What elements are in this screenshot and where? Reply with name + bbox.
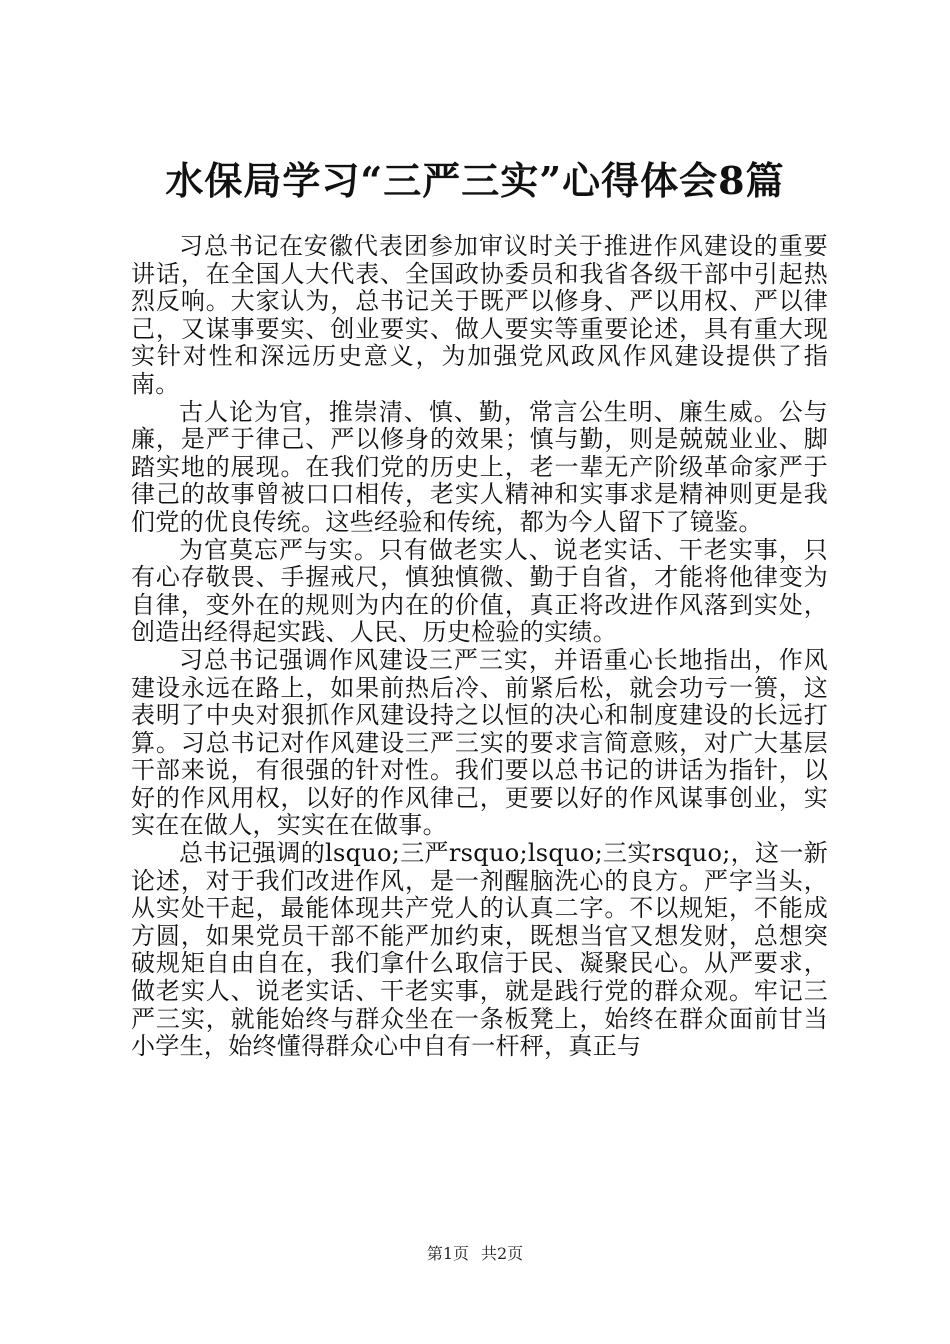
page-total: 共2页 <box>481 1244 524 1263</box>
paragraph: 总书记强调的lsquo;三严rsquo;lsquo;三实rsquo;，这一新论述，对于我们改进作风，是一剂醒脑洗心的良方。严字当头，从实处干起，最能体现共产党人的认真二字。不以规矩，不能成方圆，如果党员干部不能严加约束，既想当官又想发财，总想突破规矩自由自在，我们拿什么取信于民、凝聚民心。从严要求，做老实人、说老实话、干老实事，就是践行党的群众观。牢记三严三实，就能始终与群众坐在一条板凳上，始终在群众面前甘当小学生，始终懂得群众心中自有一杆秤，真正与 <box>131 839 828 1061</box>
page-number: 第1页 <box>426 1244 469 1263</box>
paragraph: 为官莫忘严与实。只有做老实人、说老实话、干老实事，只有心存敬畏、手握戒尺，慎独慎微、勤于自省，才能将他律变为自律，变外在的规则为内在的价值，真正将改进作风落到实处，创造出经得起实践、人民、历史检验的实绩。 <box>131 535 828 647</box>
paragraph: 习总书记强调作风建设三严三实，并语重心长地指出，作风建设永远在路上，如果前热后冷、前紧后松，就会功亏一篑，这表明了中央对狠抓作风建设持之以恒的决心和制度建设的长远打算。习总书记对作风建设三严三实的要求言简意赅，对广大基层干部来说，有很强的针对性。我们要以总书记的讲话为指针，以好的作风用权，以好的作风律己，更要以好的作风谋事创业，实实在在做人，实实在在做事。 <box>131 645 828 840</box>
document-title: 水保局学习“三严三实”心得体会8篇 <box>165 158 785 203</box>
paragraph: 习总书记在安徽代表团参加审议时关于推进作风建设的重要讲话，在全国人大代表、全国政协委员和我省各级干部中引起热烈反响。大家认为，总书记关于既严以修身、严以用权、严以律己，又谋事要实、创业要实、做人要实等重要论述，具有重大现实针对性和深远历史意义，为加强党风政风作风建设提供了指南。 <box>131 232 828 398</box>
document-body <box>131 233 828 1061</box>
paragraph: 古人论为官，推崇清、慎、勤，常言公生明、廉生威。公与廉，是严于律己、严以修身的效果；慎与勤，则是兢兢业业、脚踏实地的展现。在我们党的历史上，老一辈无产阶级革命家严于律己的故事曾被口口相传，老实人精神和实事求是精神则更是我们党的优良传统。这些经验和传统，都为今人留下了镜鉴。 <box>131 397 828 536</box>
page-footer <box>0 1244 950 1264</box>
